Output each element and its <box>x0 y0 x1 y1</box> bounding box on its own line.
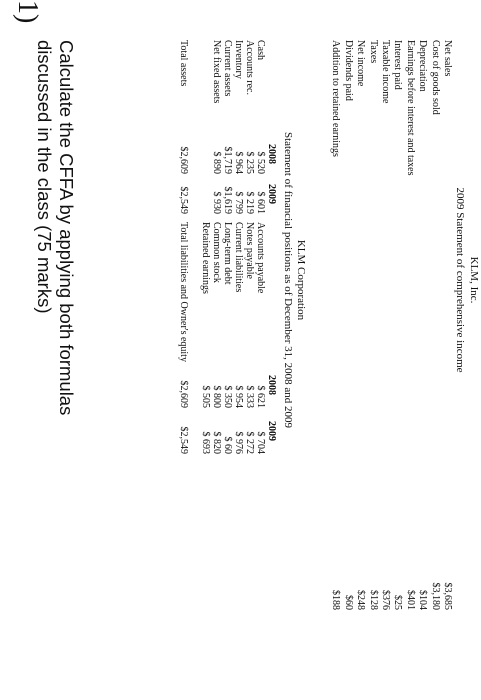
total-assets-2008: $2,609 <box>178 146 189 174</box>
income-label: Net income <box>355 40 367 87</box>
liability-2009: $ 60 <box>222 436 233 454</box>
income-label: Taxable income <box>379 40 391 104</box>
income-label: Cost of goods sold <box>429 40 441 115</box>
balance-sheet-subtitle: Statement of financial positions as of December 31, 2008 and 2009 <box>282 131 294 428</box>
asset-label: Inventory <box>233 40 244 79</box>
income-statement-labels <box>329 40 453 400</box>
liability-2009: $ 704 <box>255 431 266 454</box>
total-liabilities-label: Total liabilities and Owner's equity <box>178 222 189 362</box>
total-liabilities-2009: $2,549 <box>178 426 189 454</box>
liability-2008: $ 621 <box>255 385 266 408</box>
liability-2008: $ 954 <box>233 385 244 408</box>
income-value: $128 <box>367 590 379 610</box>
income-statement-company: KLM, Inc. <box>468 256 480 304</box>
column-header-2009: 2009 <box>266 421 277 441</box>
table-header-row <box>266 40 277 454</box>
asset-2009: $ 219 <box>244 191 255 214</box>
asset-2008: $ 964 <box>233 151 244 174</box>
table-row <box>211 40 222 454</box>
liability-2009: $ 820 <box>211 431 222 454</box>
asset-2009: $1,619 <box>222 186 233 214</box>
income-label: Addition to retained earnings <box>330 40 342 157</box>
table-row <box>255 40 266 454</box>
income-label: Interest paid <box>392 40 404 90</box>
balance-sheet-table <box>178 40 277 454</box>
income-label: Earnings before interest and taxes <box>404 40 416 176</box>
asset-2009 <box>200 174 211 214</box>
table-row <box>233 40 244 454</box>
liability-2009: $ 272 <box>244 431 255 454</box>
table-row <box>244 40 255 454</box>
table-spacer-row <box>189 40 200 454</box>
income-value: $188 <box>330 590 342 610</box>
asset-2008: $ 520 <box>255 151 266 174</box>
liability-2008: $ 800 <box>211 385 222 408</box>
income-statement-header <box>453 0 481 560</box>
liability-2008: $ 350 <box>222 385 233 408</box>
income-value: $3,685 <box>442 582 453 610</box>
income-value: $104 <box>417 590 429 610</box>
asset-label: Current assets <box>222 40 233 97</box>
question-line-1: Calculate the CFFA by applying both formulas <box>56 40 77 416</box>
total-assets-2009: $2,549 <box>178 186 189 214</box>
income-value: $25 <box>392 595 404 610</box>
income-statement-subtitle: 2009 Statement of comprehensive income <box>454 187 466 373</box>
column-header-2008: 2008 <box>266 144 277 164</box>
asset-2008: $1,719 <box>222 146 233 174</box>
income-label: Taxes <box>367 40 379 64</box>
balance-sheet-header <box>281 0 307 560</box>
table-row <box>222 40 233 454</box>
income-label: Dividends paid <box>342 40 354 101</box>
asset-label <box>200 40 211 134</box>
liability-2008: $ 333 <box>244 385 255 408</box>
income-value: $248 <box>355 590 367 610</box>
liability-label: Current liabilities <box>233 222 244 293</box>
question-number: 1) <box>12 0 43 24</box>
liability-label: Common stock <box>211 222 222 283</box>
income-value: $60 <box>342 595 354 610</box>
total-liabilities-2008: $2,609 <box>178 380 189 408</box>
liability-label: Notes payable <box>244 222 255 279</box>
balance-sheet-company: KLM Corporation <box>295 239 307 321</box>
question-text <box>33 40 77 415</box>
total-assets-label: Total assets <box>178 40 189 87</box>
liability-label: Retained earnings <box>200 222 211 294</box>
liability-2009: $ 976 <box>233 431 244 454</box>
table-row <box>178 40 189 454</box>
column-header-2009: 2009 <box>266 184 277 204</box>
column-header-2008: 2008 <box>266 375 277 395</box>
asset-label: Accounts rec. <box>244 40 255 95</box>
asset-label: Cash <box>255 40 266 60</box>
asset-2009: $ 930 <box>211 191 222 214</box>
asset-2009: $ 799 <box>233 191 244 214</box>
asset-2009: $ 601 <box>255 191 266 214</box>
income-value: $376 <box>379 590 391 610</box>
income-statement-values <box>329 560 453 610</box>
asset-2008: $ 890 <box>211 151 222 174</box>
asset-2008 <box>200 134 211 174</box>
asset-label: Net fixed assets <box>211 40 222 104</box>
liability-2008: $ 505 <box>200 385 211 408</box>
asset-2008: $ 235 <box>244 151 255 174</box>
liability-2009: $ 693 <box>200 431 211 454</box>
table-row <box>200 40 211 454</box>
liability-label: Long-term debt <box>222 222 233 285</box>
liability-label: Accounts payable <box>255 222 266 294</box>
question-line-2: discussed in the class (75 marks) <box>34 40 55 314</box>
income-value: $401 <box>404 590 416 610</box>
income-label: Depreciation <box>417 40 429 92</box>
income-label: Net sales <box>442 40 453 77</box>
income-value: $3,180 <box>429 582 441 610</box>
